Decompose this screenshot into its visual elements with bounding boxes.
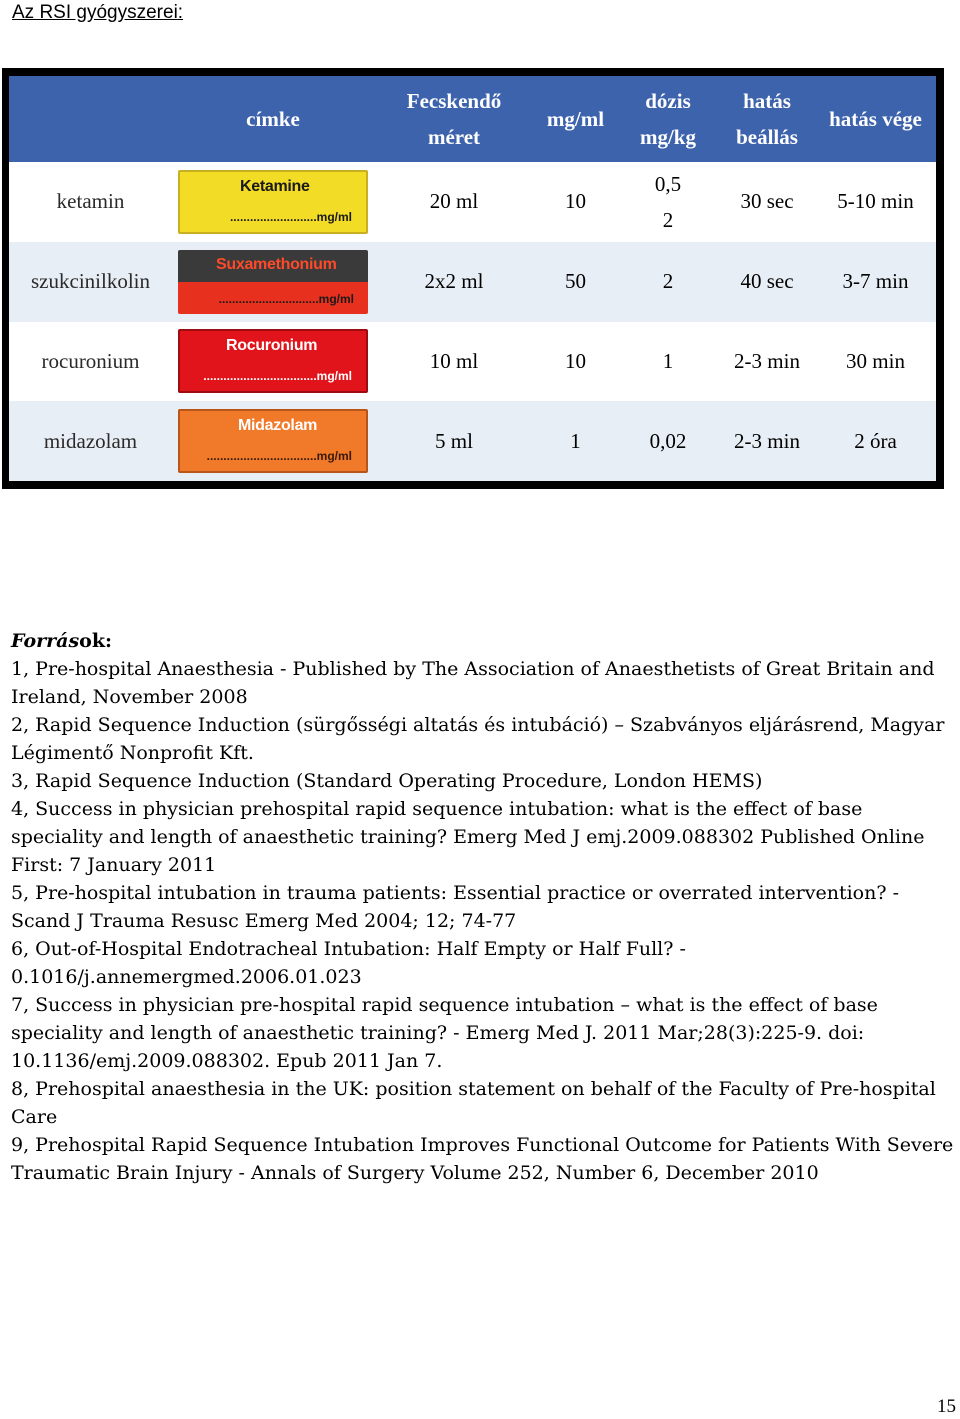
syringe-size: 20 ml bbox=[429, 189, 479, 214]
reference-item: 3, Rapid Sequence Induction (Standard Operating Procedure, London HEMS) bbox=[11, 770, 763, 792]
drug-label-image bbox=[178, 329, 368, 393]
syringe-size: 5 ml bbox=[435, 428, 473, 453]
table-header-row bbox=[9, 76, 936, 162]
reference-item: 7, Success in physician pre-hospital rapid sequence intubation – what is the effect of base speciality and length of anaesthetic training? - Emerg Med J. 2011 Mar;28(3):225-9. doi: 10.1136/emj.2009.088302. Epub 2011 Jan 7. bbox=[11, 994, 878, 1072]
drug-grid bbox=[9, 76, 936, 481]
header-syringe-line1: Fecskendő bbox=[406, 89, 502, 113]
onset: 2-3 min bbox=[734, 428, 800, 453]
page-number: 15 bbox=[937, 1396, 956, 1417]
drug-label-cell bbox=[172, 322, 374, 402]
sources-heading-rest: ok: bbox=[79, 630, 113, 652]
page-title: Az RSI gyógyszerei: bbox=[12, 2, 184, 23]
drug-label-image bbox=[178, 409, 368, 473]
duration: 30 min bbox=[846, 348, 905, 373]
drug-label-name: Ketamine bbox=[240, 177, 310, 195]
reference-item: 9, Prehospital Rapid Sequence Intubation Improves Functional Outcome for Patients With Severe Traumatic Brain Injury - Annals of Surgery Volume 252, Number 6, December 2010 bbox=[11, 1134, 954, 1184]
duration: 2 óra bbox=[854, 428, 897, 453]
syringe-size: 2x2 ml bbox=[424, 269, 484, 294]
concentration: 1 bbox=[570, 428, 581, 453]
drug-name: ketamin bbox=[56, 189, 125, 214]
dose: 1 bbox=[662, 348, 674, 373]
reference-item: 8, Prehospital anaesthesia in the UK: position statement on behalf of the Faculty of Pre-hospital Care bbox=[11, 1078, 936, 1128]
drug-label-image bbox=[178, 250, 368, 314]
drug-label-cell bbox=[172, 401, 374, 481]
header-dose-line2: mg/kg bbox=[639, 125, 696, 149]
concentration: 10 bbox=[565, 189, 586, 214]
concentration: 10 bbox=[565, 348, 586, 373]
header-onset-line2: beállás bbox=[736, 125, 798, 149]
reference-item: 5, Pre-hospital intubation in trauma patients: Essential practice or overrated intervention? - Scand J Trauma Resusc Emerg Med 2004; 12; 74-77 bbox=[11, 882, 900, 932]
dose bbox=[617, 162, 719, 242]
reference-item: 4, Success in physician prehospital rapid sequence intubation: what is the effect of base speciality and length of anaesthetic training? Emerg Med J emj.2009.088302 Published Online First: 7 January 2011 bbox=[11, 798, 925, 876]
syringe-size: 10 ml bbox=[429, 348, 479, 373]
drug-label-line: ..............................mg/ml bbox=[218, 291, 354, 306]
table-row-midazolam bbox=[9, 401, 936, 481]
table-row-szukcinilkolin bbox=[9, 242, 936, 322]
dose: 0,02 bbox=[649, 428, 687, 453]
header-end: hatás vége bbox=[829, 107, 922, 131]
header-syringe-line2: méret bbox=[427, 125, 481, 149]
reference-item: 6, Out-of-Hospital Endotracheal Intubation: Half Empty or Half Full? - 0.1016/j.annemergmed.2006.01.023 bbox=[11, 938, 686, 988]
drug-label-image bbox=[178, 170, 368, 234]
sources-heading-italic: Forrás bbox=[11, 630, 80, 652]
dose-line1: 0,5 bbox=[654, 171, 682, 196]
table-row-ketamin bbox=[9, 162, 936, 242]
onset: 40 sec bbox=[740, 269, 794, 294]
header-syringe bbox=[374, 76, 534, 162]
header-onset-line1: hatás bbox=[743, 89, 791, 113]
drug-label-name: Suxamethonium bbox=[216, 255, 337, 273]
sources-section bbox=[11, 627, 959, 1187]
concentration: 50 bbox=[565, 269, 586, 294]
header-label: címke bbox=[246, 107, 300, 131]
drug-name: szukcinilkolin bbox=[31, 269, 150, 294]
drug-label-name: Rocuronium bbox=[226, 337, 318, 355]
drug-label-cell bbox=[172, 162, 374, 242]
duration: 3-7 min bbox=[842, 269, 909, 294]
sources-heading bbox=[11, 627, 959, 655]
header-mgml: mg/ml bbox=[546, 107, 605, 131]
drug-name: midazolam bbox=[43, 428, 138, 453]
header-dose-line1: dózis bbox=[645, 89, 691, 113]
drug-label-name: Midazolam bbox=[238, 417, 318, 435]
drug-name: rocuronium bbox=[41, 348, 140, 373]
dose: 2 bbox=[662, 269, 674, 294]
drug-label-line: ..........................mg/ml bbox=[229, 209, 352, 224]
drug-label-cell bbox=[172, 242, 374, 322]
duration: 5-10 min bbox=[837, 189, 914, 214]
table-row-rocuronium bbox=[9, 322, 936, 402]
drug-label-line: ..................................mg/ml bbox=[203, 369, 352, 384]
dose-line2: 2 bbox=[662, 207, 674, 232]
onset: 2-3 min bbox=[734, 348, 800, 373]
onset: 30 sec bbox=[740, 189, 794, 214]
header-name bbox=[9, 76, 172, 162]
reference-item: 2, Rapid Sequence Induction (sürgősségi altatás és intubáció) – Szabványos eljárásrend, Magyar Légimentő Nonprofit Kft. bbox=[11, 714, 945, 764]
header-dose bbox=[617, 76, 719, 162]
reference-item: 1, Pre-hospital Anaesthesia - Published by The Association of Anaesthetists of Great Britain and Ireland, November 2008 bbox=[11, 658, 935, 708]
header-onset bbox=[719, 76, 815, 162]
drug-table bbox=[2, 68, 944, 489]
drug-label-line: .................................mg/ml bbox=[206, 449, 352, 464]
